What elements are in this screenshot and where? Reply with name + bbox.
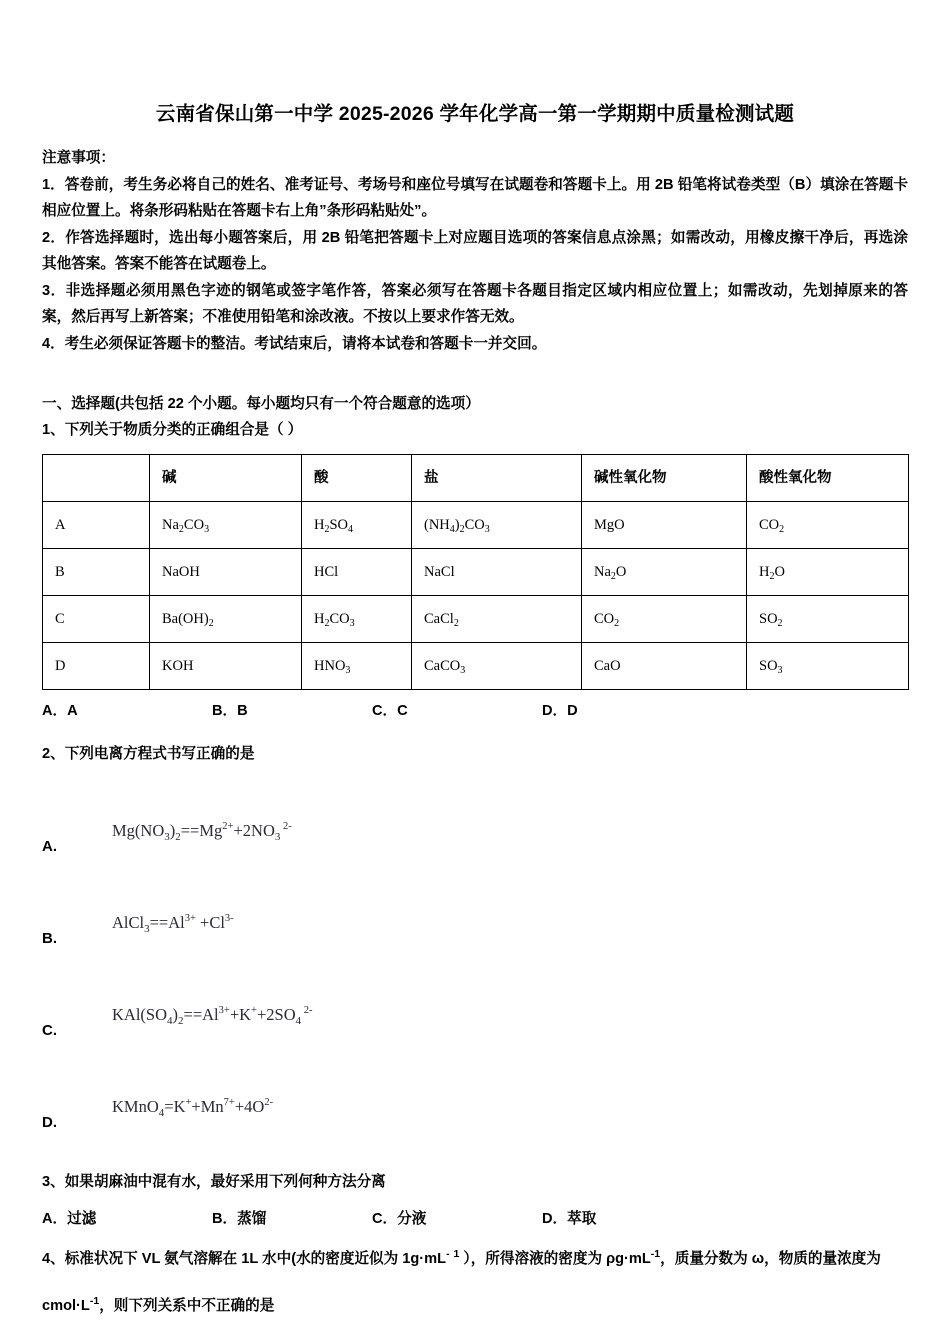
equation-a: $Mg(NO_3)_2==Mg^{2+}+2NO_3$ $^{2-}$ bbox=[112, 821, 292, 844]
row-label: B bbox=[43, 549, 150, 596]
question-4-text bbox=[42, 1233, 908, 1327]
cell-salt: $(NH_4)_2CO_3$ bbox=[412, 502, 582, 549]
question-3-text: 3、如果胡麻油中混有水，最好采用下列何种方法分离 bbox=[42, 1174, 386, 1191]
notice-item-4: 4．考生必须保证答题卡的整洁。考试结束后，请将本试卷和答题卡一并交回。 bbox=[42, 335, 547, 352]
equation-c: $KAl(SO_4)_2==Al^{3+}+K^++2SO_4$ $^{2-}$ bbox=[112, 1005, 313, 1028]
equation-c-label: C. bbox=[42, 1022, 57, 1040]
option-b[interactable]: B．B bbox=[212, 703, 248, 720]
row-label: A bbox=[43, 502, 150, 549]
table-row bbox=[43, 596, 909, 643]
cell-acid: $H_2CO_3$ bbox=[302, 596, 412, 643]
option-c[interactable]: C．分液 bbox=[372, 1211, 427, 1228]
question-4-superscript-1: -1 bbox=[446, 1248, 464, 1261]
cell-base: $Ba(OH)_2$ bbox=[150, 596, 302, 643]
cell-base: NaOH bbox=[150, 549, 302, 596]
question-4-segment-5: ，则下列关系中不正确的是 bbox=[99, 1298, 275, 1315]
table-header-base: 碱 bbox=[150, 455, 302, 502]
question-4-segment-2: ），所得溶液的密度为 ρg·mL bbox=[463, 1251, 651, 1268]
equation-b-label: B. bbox=[42, 930, 57, 948]
option-d[interactable]: D．D bbox=[542, 703, 578, 720]
question-4-superscript-2: -1 bbox=[650, 1248, 661, 1261]
table-header-basic-oxide: 碱性氧化物 bbox=[582, 455, 747, 502]
cell-base: KOH bbox=[150, 643, 302, 690]
cell-acid: $HNO_3$ bbox=[302, 643, 412, 690]
cell-basic-oxide: $Na_2O$ bbox=[582, 549, 747, 596]
page-title: 云南省保山第一中学 2025-2026 学年化学高一第一学期期中质量检测试题 bbox=[155, 103, 795, 125]
question-3-options bbox=[42, 1207, 908, 1231]
cell-acidic-oxide: $CO_2$ bbox=[747, 502, 909, 549]
option-a[interactable]: A．A bbox=[42, 703, 78, 720]
option-a[interactable]: A．过滤 bbox=[42, 1211, 97, 1228]
question-2-option-a[interactable] bbox=[42, 789, 908, 881]
section-one-heading: 一、选择题(共包括 22 个小题。每小题均只有一个符合题意的选项） bbox=[42, 396, 480, 413]
question-2-text: 2、下列电离方程式书写正确的是 bbox=[42, 746, 255, 763]
equation-d: $KMnO_4=K^++Mn^{7+}+4O^{2-}$ bbox=[112, 1097, 274, 1120]
question-4-segment-4: ω，物质的量浓度为 cmol·L bbox=[42, 1251, 881, 1315]
cell-acidic-oxide: $H_2O$ bbox=[747, 549, 909, 596]
table-header-acid: 酸 bbox=[302, 455, 412, 502]
notice-heading: 注意事项： bbox=[42, 150, 115, 167]
row-label: C bbox=[43, 596, 150, 643]
equation-b: $AlCl_3==Al^{3+} +Cl^{3-}$ bbox=[112, 913, 234, 936]
table-row bbox=[43, 549, 909, 596]
cell-acidic-oxide: $SO_2$ bbox=[747, 596, 909, 643]
table-header-blank bbox=[43, 455, 150, 502]
substance-classification-table bbox=[42, 454, 909, 690]
table-row bbox=[43, 502, 909, 549]
cell-basic-oxide: CaO bbox=[582, 643, 747, 690]
question-1-options bbox=[42, 699, 908, 723]
cell-salt: NaCl bbox=[412, 549, 582, 596]
table-header-salt: 盐 bbox=[412, 455, 582, 502]
question-2-option-b[interactable] bbox=[42, 881, 908, 973]
equation-d-label: D. bbox=[42, 1114, 57, 1132]
question-4-superscript-3: -1 bbox=[89, 1295, 100, 1308]
row-label: D bbox=[43, 643, 150, 690]
option-d[interactable]: D．萃取 bbox=[542, 1211, 597, 1228]
notice-item-2: 2．作答选择题时，选出每小题答案后，用 2B 铅笔把答题卡上对应题目选项的答案信息点涂黑；如需改动，用橡皮擦干净后，再选涂其他答案。答案不能答在试题卷上。 bbox=[42, 229, 908, 273]
cell-base: $Na_2CO_3$ bbox=[150, 502, 302, 549]
cell-acid: $H_2SO_4$ bbox=[302, 502, 412, 549]
cell-basic-oxide: MgO bbox=[582, 502, 747, 549]
cell-acid: HCl bbox=[302, 549, 412, 596]
cell-salt: CaCl$_2$ bbox=[412, 596, 582, 643]
notice-item-3: 3．非选择题必须用黑色字迹的钢笔或签字笔作答，答案必须写在答题卡各题目指定区域内相应位置上；如需改动，先划掉原来的答案，然后再写上新答案；不准使用铅笔和涂改液。不按以上要求作答无效。 bbox=[42, 282, 908, 326]
table-header-row bbox=[43, 455, 909, 502]
notice-block bbox=[42, 145, 908, 357]
question-4-segment-1: 4、标准状况下 VL 氨气溶解在 1L 水中(水的密度近似为 1g·mL bbox=[42, 1251, 447, 1268]
table-row bbox=[43, 643, 909, 690]
cell-acidic-oxide: $SO_3$ bbox=[747, 643, 909, 690]
notice-item-1: 1．答卷前，考生务必将自己的姓名、准考证号、考场号和座位号填写在试题卷和答题卡上。用 2B 铅笔将试卷类型（B）填涂在答题卡相应位置上。将条形码粘贴在答题卡右上角”条形码粘贴处”。 bbox=[42, 176, 908, 220]
cell-salt: CaCO$_3$ bbox=[412, 643, 582, 690]
option-c[interactable]: C．C bbox=[372, 703, 408, 720]
cell-basic-oxide: $CO_2$ bbox=[582, 596, 747, 643]
option-b[interactable]: B．蒸馏 bbox=[212, 1211, 267, 1228]
question-2-option-c[interactable] bbox=[42, 973, 908, 1065]
question-2-option-d[interactable] bbox=[42, 1065, 908, 1157]
question-1-text: 1、下列关于物质分类的正确组合是（ ） bbox=[42, 422, 303, 439]
equation-a-label: A. bbox=[42, 838, 57, 856]
table-header-acidic-oxide: 酸性氧化物 bbox=[747, 455, 909, 502]
question-4-segment-3: ，质量分数为 bbox=[660, 1251, 748, 1268]
